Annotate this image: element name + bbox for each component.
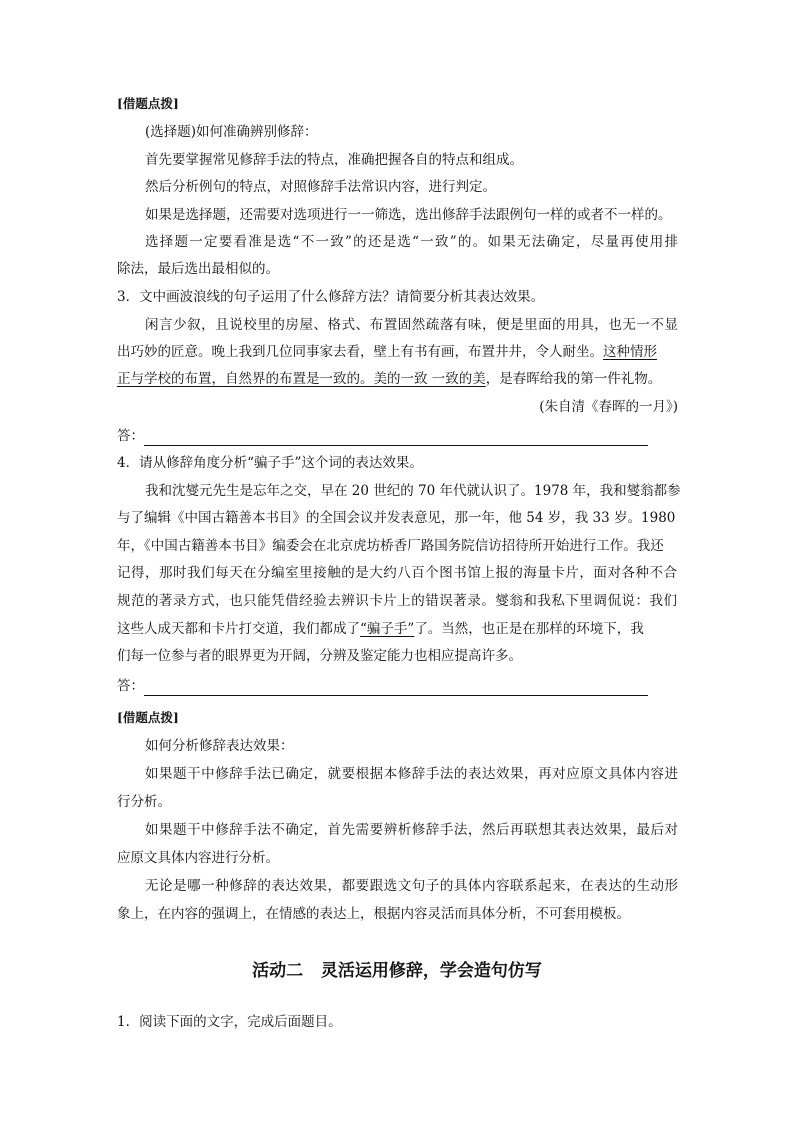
wavy-underlined-sentence: 这种情形 (603, 344, 657, 360)
paragraph-line: 首先要掌握常见修辞手法的特点，准确把握各自的特点和组成。 (145, 152, 523, 168)
paragraph-line: 应原文具体内容进行分析。 (117, 850, 279, 866)
answer-label: 答： (117, 428, 144, 444)
tip-label: [借题点拨] (117, 96, 179, 111)
paragraph-line: 如果是选择题，还需要对选项进行一一筛选，选出修辞手法跟例句一样的或者不一样的。 (145, 207, 672, 223)
passage-line: 与了编辑《中国古籍善本书目》的全国会议并发表意见，那一年，他 54 岁，我 33 岁。1980 (117, 510, 676, 526)
passage-line: 出巧妙的匠意。晚上我到几位同事家去看，壁上有书有画，布置井井，令人耐坐。这种情形 (117, 344, 657, 360)
paragraph-line: 如果题干中修辞手法已确定，就要根据本修辞手法的表达效果，再对应原文具体内容进 (145, 766, 678, 782)
passage-line: 记得，那时我们每天在分编室里接触的是大约八百个图书馆上报的海量卡片，面对各种不合 (117, 565, 677, 581)
paragraph-line: 象上，在内容的强调上，在情感的表达上，根据内容灵活而具体分析，不可套用模板。 (117, 906, 630, 922)
section-heading (0, 956, 794, 981)
passage-line: 规范的著录方式，也只能凭借经验去辨识卡片上的错误著录。燮翁和我私下里调侃说：我们 (117, 593, 677, 609)
paragraph-line: 除法，最后选出最相似的。 (117, 261, 279, 277)
paragraph-line: 如何分析修辞表达效果： (145, 738, 294, 754)
answer-blank[interactable] (144, 431, 648, 446)
paragraph-line: 无论是哪一种修辞的表达效果，都要跟选文句子的具体内容联系起来，在表达的生动形 (145, 878, 678, 894)
underlined-term: “骗子手” (360, 621, 415, 637)
paragraph-line: 选择题一定要看准是选“不一致”的还是选“一致”的。如果无法确定，尽量再使用排 (145, 234, 678, 250)
tip-label: [借题点拨] (117, 710, 179, 725)
source-citation: (朱自清《春晖的一月》) (539, 399, 678, 415)
paragraph-line: 如果题干中修辞手法不确定，首先需要辨析修辞手法，然后再联想其表达效果，最后对 (145, 822, 678, 838)
passage-line: 闲言少叙，且说校里的房屋、格式、布置固然疏落有味，便是里面的用具，也无一不显 (145, 317, 678, 333)
paragraph-line: (选择题)如何准确辨别修辞： (145, 124, 318, 140)
answer-row (117, 426, 648, 446)
section-heading-title: 灵活运用修辞，学会造句仿写 (320, 961, 542, 981)
passage-line: 正与学校的布置，自然界的布置是一致的。美的一致 一致的美，是春晖给我的第一件礼物。 (117, 371, 662, 387)
question-1-title: 1．阅读下面的文字，完成后面题目。 (117, 1014, 342, 1030)
passage-line: 我和沈燮元先生是忘年之交，早在 20 世纪的 70 年代就认识了。1978 年，我和燮翁都参 (145, 483, 681, 499)
answer-label: 答： (117, 678, 144, 694)
section-heading-label: 活动二 (252, 961, 304, 981)
answer-blank[interactable] (144, 681, 648, 696)
answer-row (117, 676, 648, 696)
passage-line: 年，《中国古籍善本书目》编委会在北京虎坊桥香厂路国务院信访招待所开始进行工作。我还 (117, 538, 664, 554)
question-3-title: 3．文中画波浪线的句子运用了什么修辞方法？请简要分析其表达效果。 (117, 289, 545, 305)
passage-line: 这些人成天都和卡片打交道，我们都成了“骗子手”了。当然，也正是在那样的环境下，我 (117, 621, 644, 637)
question-4-title: 4．请从修辞角度分析“骗子手”这个词的表达效果。 (117, 455, 423, 471)
paragraph-line: 然后分析例句的特点，对照修辞手法常识内容，进行判定。 (145, 179, 496, 195)
passage-line: 们每一位参与者的眼界更为开阔，分辨及鉴定能力也相应提高许多。 (117, 648, 522, 664)
wavy-underlined-sentence: 正与学校的布置，自然界的布置是一致的。美的一致 一致的美 (117, 371, 486, 387)
paragraph-line: 行分析。 (117, 794, 171, 810)
